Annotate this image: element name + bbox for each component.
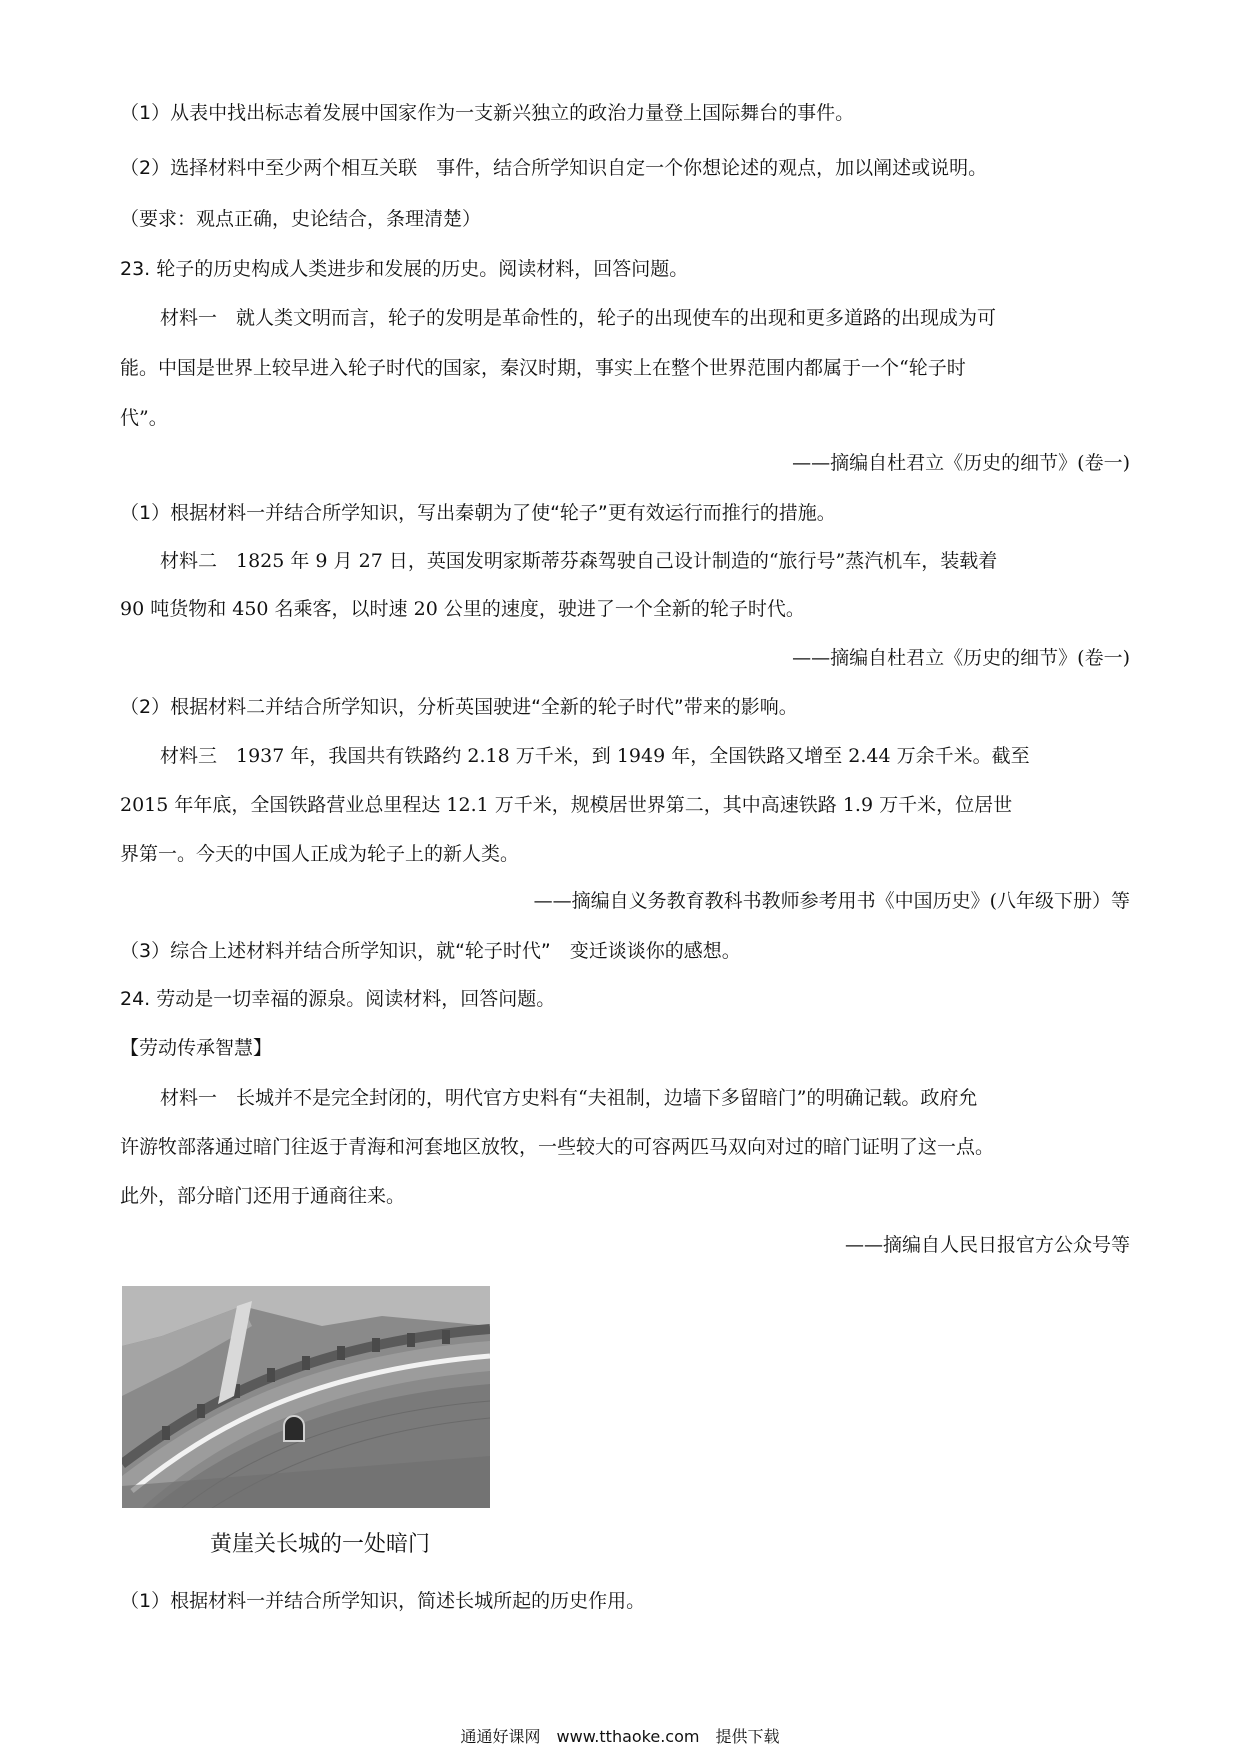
q23-sub2: （2）根据材料二并结合所学知识，分析英国驶进“全新的轮子时代”带来的影响。 [120,696,798,718]
q24-sub1: （1）根据材料一并结合所学知识，简述长城所起的历史作用。 [120,1590,646,1612]
q23-material3-line3: 界第一。今天的中国人正成为轮子上的新人类。 [120,843,520,865]
q23-material1-source: ——摘编自杜君立《历史的细节》(卷一) [792,452,1130,474]
q23-material2-line2: 90 吨货物和 450 名乘客，以时速 20 公里的速度，驶进了一个全新的轮子时代。 [120,598,805,620]
q24-stem: 24. 劳动是一切幸福的源泉。阅读材料，回答问题。 [120,988,556,1010]
q22-sub2: （2）选择材料中至少两个相互关联 事件，结合所学知识自定一个你想论述的观点，加以阐述或说明。 [120,157,988,179]
q23-sub3: （3）综合上述材料并结合所学知识，就“轮子时代” 变迁谈谈你的感想。 [120,940,741,962]
q23-stem: 23. 轮子的历史构成人类进步和发展的历史。阅读材料，回答问题。 [120,258,689,280]
q23-material2-source: ——摘编自杜君立《历史的细节》(卷一) [792,647,1130,669]
q24-material1-line3: 此外，部分暗门还用于通商往来。 [120,1185,406,1207]
q23-material1-line3: 代”。 [120,407,168,429]
page-footer: 通通好课网 www.tthaoke.com 提供下载 [460,1727,780,1746]
q24-material1-line2: 许游牧部落通过暗门往返于青海和河套地区放牧，一些较大的可容两匹马双向对过的暗门证明了这一点。 [120,1136,995,1158]
q23-material1-line1: 材料一 就人类文明而言，轮子的发明是革命性的，轮子的出现使车的出现和更多道路的出现成为可 [160,307,997,329]
q23-material3-line2: 2015 年年底，全国铁路营业总里程达 12.1 万千米，规模居世界第二，其中高速铁路 1.9 万千米，位居世 [120,794,1013,816]
q23-material2-line1: 材料二 1825 年 9 月 27 日，英国发明家斯蒂芬森驾驶自己设计制造的“旅行号”蒸汽机车，装载着 [160,550,998,572]
q24-material1-line1: 材料一 长城并不是完全封闭的，明代官方史料有“夫祖制，边墙下多留暗门”的明确记载。政府允 [160,1087,978,1109]
great-wall-photo [122,1286,490,1508]
photo-caption: 黄崖关长城的一处暗门 [210,1532,431,1557]
q24-material1-source: ——摘编自人民日报官方公众号等 [844,1234,1130,1256]
q23-material3-source: ——摘编自义务教育教科书教师参考用书《中国历史》(八年级下册）等 [533,890,1130,912]
q23-sub1: （1）根据材料一并结合所学知识，写出秦朝为了使“轮子”更有效运行而推行的措施。 [120,502,836,524]
q22-requirement: （要求：观点正确，史论结合，条理清楚） [120,208,482,230]
q24-section-heading: 【劳动传承智慧】 [120,1037,273,1059]
q23-material3-line1: 材料三 1937 年，我国共有铁路约 2.18 万千米，到 1949 年，全国铁路又增至 2.44 万余千米。截至 [160,745,1030,767]
q23-material1-line2: 能。中国是世界上较早进入轮子时代的国家，秦汉时期，事实上在整个世界范围内都属于一个“轮子时 [120,357,966,379]
q22-sub1: （1）从表中找出标志着发展中国家作为一支新兴独立的政治力量登上国际舞台的事件。 [120,102,855,124]
